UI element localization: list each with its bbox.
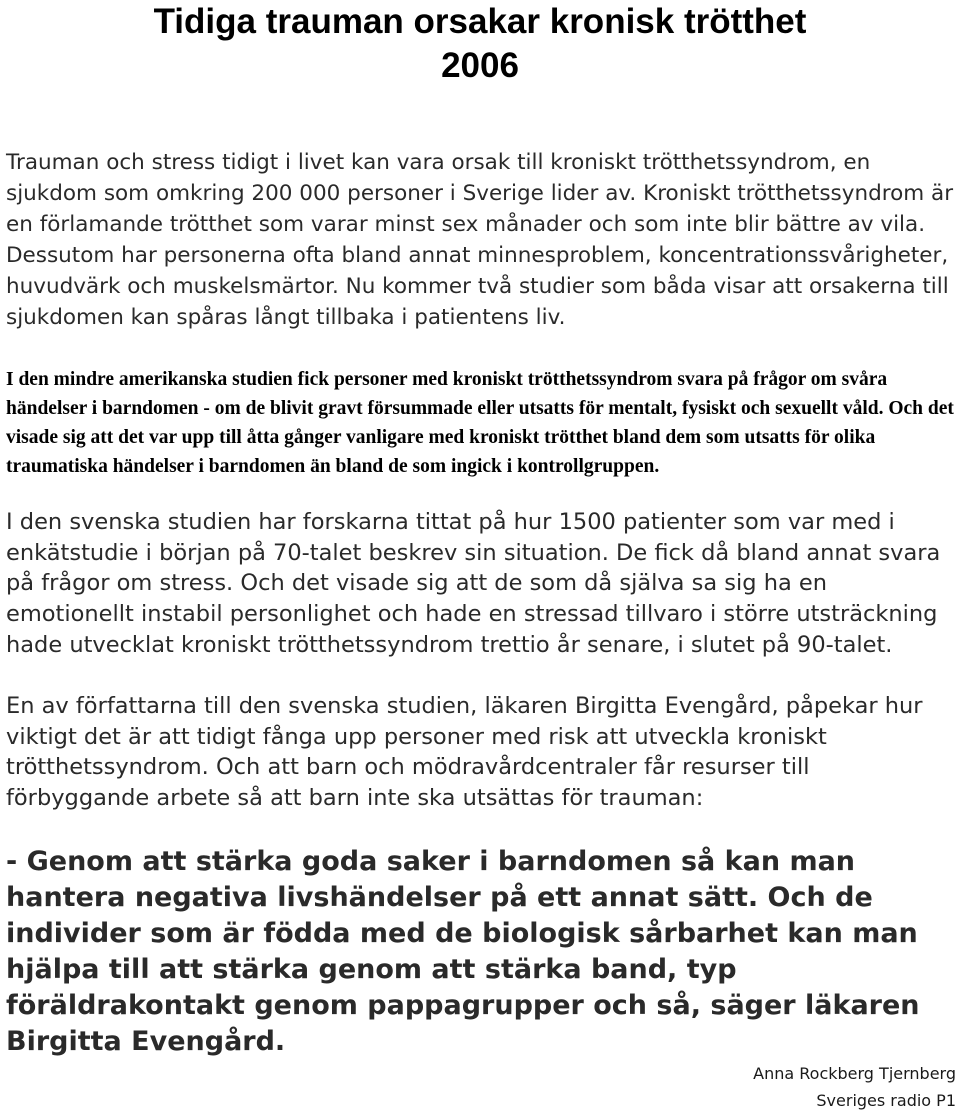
article-title xyxy=(0,0,960,88)
signature-source: Sveriges radio P1 xyxy=(816,1091,956,1110)
author-remark-paragraph: En av författarna till den svenska studien, läkaren Birgitta Evengård, påpekar hur viktigt det är att tidigt fånga upp personer med risk att utveckla kroniskt trötthetssyndrom. Och att barn och mödravårdcentraler får resurser till förbyggande arbete så att barn inte ska utsättas för trauman: xyxy=(6,693,923,812)
quote-paragraph: - Genom att stärka goda saker i barndomen så kan man hantera negativa livshändelser på ett annat sätt. Och de individer som är födda med de biologisk sårbarhet kan man hjälpa till att stärka genom att stärka band, typ föräldrakontakt genom pappagrupper och så, säger läkaren Birgitta Evengård. xyxy=(6,846,920,1057)
american-study-paragraph: I den mindre amerikanska studien fick personer med kroniskt trötthetssyndrom svara på frågor om svåra händelser i barndomen - om de blivit gravt försummade eller utsatts för mentalt, fysiskt och sexuellt våld. Och det visade sig att det var upp till åtta gånger vanligare med kroniskt trötthet bland dem som utsatts för olika traumatiska händelser i barndomen än bland de som ingick i kontrollgruppen. xyxy=(6,369,954,477)
signature xyxy=(753,1060,956,1114)
swedish-study-paragraph: I den svenska studien har forskarna tittat på hur 1500 patienter som var med i enkätstudie i början på 70-talet beskrev sin situation. De fick då bland annat svara på frågor om stress. Och det visade sig att de som då själva sa sig ha en emotionellt instabil personlighet och hade en stressad tillvaro i större utsträckning hade utvecklat kroniskt trötthetssyndrom trettio år senare, i slutet på 90-talet. xyxy=(6,509,941,658)
title-year: 2006 xyxy=(441,46,519,85)
intro-paragraph: Trauman och stress tidigt i livet kan vara orsak till kroniskt trötthetssyndrom, en sjukdom som omkring 200 000 personer i Sverige lider av. Kroniskt trötthetssyndrom är en förlamande trötthet som varar minst sex månader och som inte blir bättre av vila. Dessutom har personerna ofta bland annat minnesproblem, koncentrationssvårigheter, huvudvärk och muskelsmärtor. Nu kommer två studier som båda visar att orsakerna till sjukdomen kan spåras långt tillbaka i patientens liv. xyxy=(6,150,954,330)
signature-author: Anna Rockberg Tjernberg xyxy=(753,1064,956,1083)
title-line: Tidiga trauman orsakar kronisk trötthet xyxy=(153,2,807,41)
